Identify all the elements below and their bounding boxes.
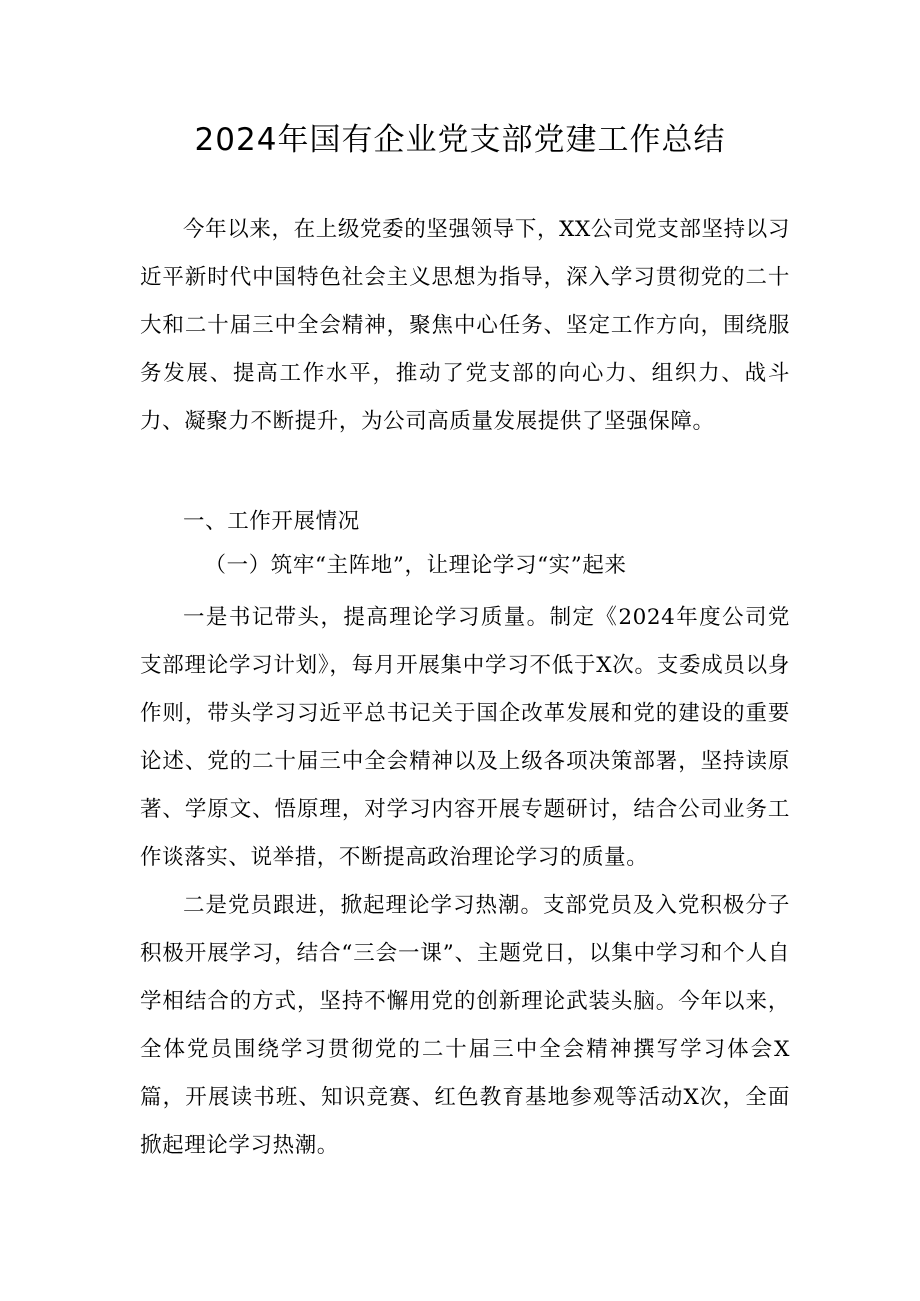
intro-paragraph: 今年以来，在上级党委的坚强领导下，XX公司党支部坚持以习近平新时代中国特色社会主义思想为指导，深入学习贯彻党的二十大和二十届三中全会精神，聚焦中心任务、坚定工作方向，围绕服务发展、提高工作水平，推动了党支部的向心力、组织力、战斗力、凝聚力不断提升，为公司高质量发展提供了坚强保障。 [140, 217, 790, 434]
document-title: 2024年国有企业党支部党建工作总结 [194, 122, 726, 158]
body-paragraph: 一是书记带头，提高理论学习质量。制定《2024年度公司党支部理论学习计划》，每月开展集中学习不低于X次。支委成员以身作则，带头学习习近平总书记关于国企改革发展和党的建设的重要论述、党的二十届三中全会精神以及上级各项决策部署，坚持读原著、学原文、悟原理，对学习内容开展专题研讨，结合公司业务工作谈落实、说举措，不断提高政治理论学习的质量。 [140, 605, 790, 870]
section-heading: 一、工作开展情况 [183, 509, 360, 534]
subsection-heading: （一）筑牢“主阵地”，让理论学习“实”起来 [204, 553, 627, 578]
body-paragraph: 二是党员跟进，掀起理论学习热潮。支部党员及入党积极分子积极开展学习，结合“三会一课”、主题党日，以集中学习和个人自学相结合的方式，坚持不懈用党的创新理论武装头脑。今年以来，全体党员围绕学习贯彻党的二十届三中全会精神撰写学习体会X篇，开展读书班、知识竞赛、红色教育基地参观等活动X次，全面掀起理论学习热潮。 [140, 893, 790, 1158]
